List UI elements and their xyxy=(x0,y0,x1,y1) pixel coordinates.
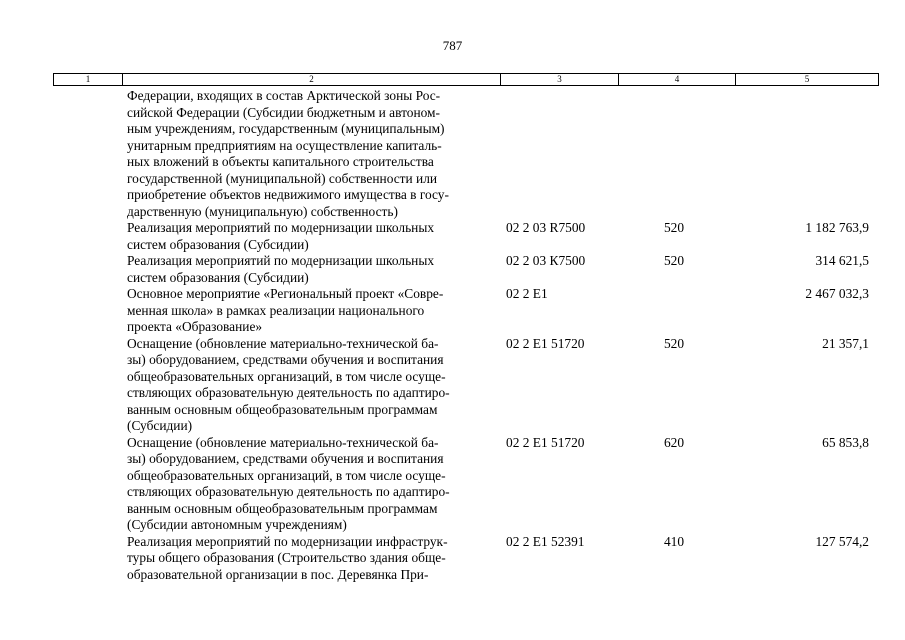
amount-cell: 65 853,8 xyxy=(822,434,869,450)
row-number-cell xyxy=(53,435,125,534)
table-row xyxy=(53,336,879,435)
row-number-cell xyxy=(53,253,125,286)
table-row xyxy=(53,286,879,336)
description-line: дарственную (муниципальную) собственность) xyxy=(127,203,398,219)
description-line: ванным основным общеобразовательным программам xyxy=(127,401,438,417)
description-line: Оснащение (обновление материально-технической ба- xyxy=(127,335,439,351)
description-line: Основное мероприятие «Региональный проект «Совре- xyxy=(127,286,444,301)
amount-cell: 314 621,5 xyxy=(815,253,869,268)
description-cell xyxy=(125,435,502,534)
description-line: туры общего образования (Строительство здания обще- xyxy=(127,550,446,565)
table-header xyxy=(53,73,879,86)
description-line: ных вложений в объекты капитального строительства xyxy=(127,154,434,169)
description-line: сийской Федерации (Субсидии бюджетным и автоном- xyxy=(127,104,440,120)
description-line: Реализация мероприятий по модернизации школьных xyxy=(127,253,435,268)
table-row xyxy=(53,253,879,286)
description-line: Реализация мероприятий по модернизации инфраструк- xyxy=(127,533,448,549)
expense-type-cell: 410 xyxy=(663,533,685,549)
budget-code-cell: 02 2 03 К7500 xyxy=(506,253,586,268)
description-line: менная школа» в рамках реализации национального xyxy=(127,302,425,318)
description-cell xyxy=(125,286,502,336)
table-body xyxy=(53,88,879,583)
table-row xyxy=(53,534,879,584)
description-line: общеобразовательных организаций, в том числе осуще- xyxy=(127,467,446,483)
description-line: Оснащение (обновление материально-технической ба- xyxy=(127,434,439,450)
description-line: ванным основным общеобразовательным программам xyxy=(127,500,438,516)
description-cell xyxy=(125,220,502,253)
description-line: ным учреждениям, государственным (муниципальным) xyxy=(127,121,445,136)
description-line: систем образования (Субсидии) xyxy=(127,236,309,252)
amount-cell: 21 357,1 xyxy=(822,335,869,351)
amount-cell: 2 467 032,3 xyxy=(805,286,869,301)
row-number-cell xyxy=(53,220,125,253)
column-header-5: 5 xyxy=(804,74,810,84)
budget-code-cell: 02 2 Е1 52391 xyxy=(506,533,585,549)
description-line: общеобразовательных организаций, в том числе осуще- xyxy=(127,368,446,384)
description-line: (Субсидии) xyxy=(127,418,193,433)
row-number-cell xyxy=(53,336,125,435)
description-line: унитарным предприятиям на осуществление капиталь- xyxy=(127,137,442,153)
budget-code-cell: 02 2 Е1 51720 xyxy=(506,335,585,351)
description-cell xyxy=(125,336,502,435)
amount-cell: 1 182 763,9 xyxy=(805,220,869,235)
column-header-1: 1 xyxy=(54,74,123,85)
budget-code-cell: 02 2 Е1 51720 xyxy=(506,434,585,450)
description-cell xyxy=(125,88,502,220)
description-line: систем образования (Субсидии) xyxy=(127,269,309,285)
column-header-2: 2 xyxy=(123,74,501,85)
column-header-4: 4 xyxy=(619,74,736,85)
expense-type-cell xyxy=(620,88,728,220)
description-line: Федерации, входящих в состав Арктической зоны Рос- xyxy=(127,88,441,103)
description-line: зы) оборудованием, средствами обучения и воспитания xyxy=(127,352,444,367)
column-header-3: 3 xyxy=(501,74,619,85)
description-line: приобретение объектов недвижимого имущества в госу- xyxy=(127,187,449,202)
description-line: Реализация мероприятий по модернизации школьных xyxy=(127,220,435,235)
row-number-cell xyxy=(53,88,125,220)
description-line: проекта «Образование» xyxy=(127,319,263,334)
description-line: государственной (муниципальной) собственности или xyxy=(127,170,438,186)
amount-cell: 127 574,2 xyxy=(815,533,869,549)
expense-type-cell: 620 xyxy=(663,434,685,450)
table-row xyxy=(53,88,879,220)
budget-code-cell: 02 2 Е1 xyxy=(506,286,548,301)
description-line: ствляющих образовательную деятельность по адаптиро- xyxy=(127,484,450,499)
expense-type-cell xyxy=(620,286,728,336)
page-number: 787 xyxy=(442,38,463,53)
description-cell xyxy=(125,534,502,584)
table-row xyxy=(53,220,879,253)
description-line: ствляющих образовательную деятельность по адаптиро- xyxy=(127,385,450,400)
expense-type-cell: 520 xyxy=(663,335,685,351)
budget-code-cell xyxy=(502,88,620,220)
budget-code-cell: 02 2 03 R7500 xyxy=(506,220,586,235)
description-cell xyxy=(125,253,502,286)
row-number-cell xyxy=(53,534,125,584)
table-row xyxy=(53,435,879,534)
expense-type-cell: 520 xyxy=(663,220,685,235)
row-number-cell xyxy=(53,286,125,336)
description-line: образовательной организации в пос. Деревянка При- xyxy=(127,566,429,582)
expense-type-cell: 520 xyxy=(663,253,685,268)
description-line: зы) оборудованием, средствами обучения и воспитания xyxy=(127,451,444,466)
description-line: (Субсидии автономным учреждениям) xyxy=(127,517,347,532)
amount-cell xyxy=(728,88,873,220)
